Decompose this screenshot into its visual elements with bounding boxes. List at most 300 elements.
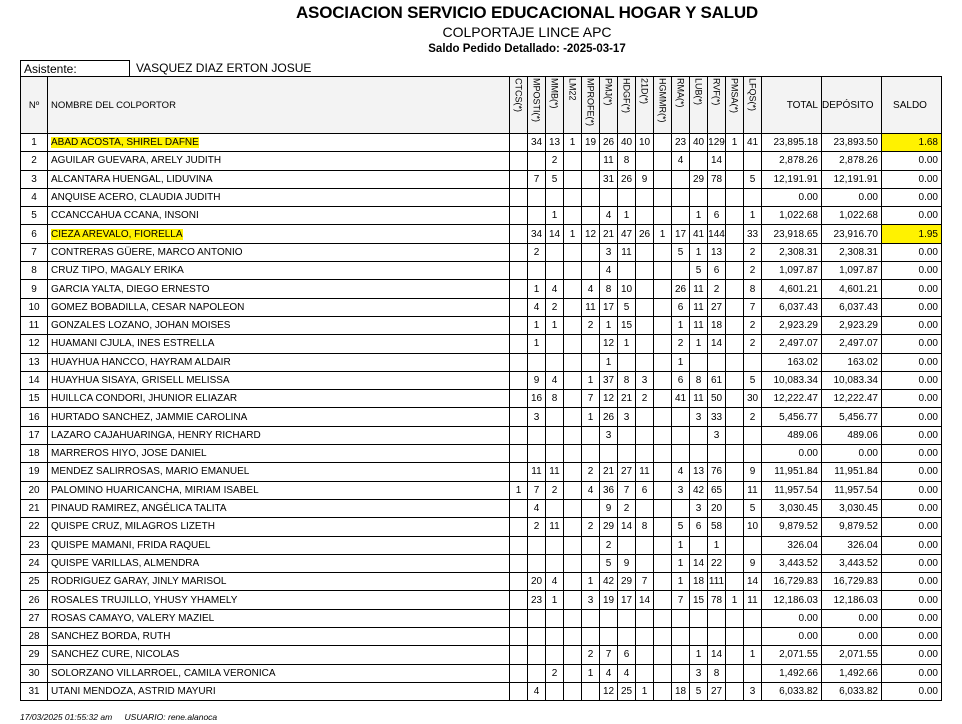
row-deposit: 2,497.07 xyxy=(822,335,882,353)
row-qty xyxy=(726,225,744,243)
table-row xyxy=(21,152,942,170)
row-qty: 5 xyxy=(618,298,636,316)
row-saldo: 0.00 xyxy=(882,335,942,353)
row-qty: 2 xyxy=(672,335,690,353)
table-row xyxy=(21,664,942,682)
row-total: 23,918.65 xyxy=(762,225,822,243)
row-qty xyxy=(546,408,564,426)
row-qty xyxy=(528,188,546,206)
row-qty: 1 xyxy=(564,134,582,152)
row-qty: 1 xyxy=(672,554,690,572)
row-number: 30 xyxy=(21,664,48,682)
row-qty xyxy=(546,536,564,554)
footer xyxy=(20,712,227,722)
row-number: 16 xyxy=(21,408,48,426)
header-product-label: MPOSTI(*) xyxy=(531,77,542,122)
row-qty: 10 xyxy=(618,280,636,298)
row-qty: 2 xyxy=(618,499,636,517)
row-qty: 1 xyxy=(582,664,600,682)
row-qty xyxy=(618,353,636,371)
row-qty: 78 xyxy=(708,170,726,188)
header-product xyxy=(546,77,564,134)
row-qty xyxy=(618,188,636,206)
table-row xyxy=(21,426,942,444)
row-qty: 1 xyxy=(528,316,546,334)
row-name: RODRIGUEZ GARAY, JINLY MARISOL xyxy=(48,573,510,591)
row-total: 326.04 xyxy=(762,536,822,554)
header-total: TOTAL xyxy=(762,77,822,134)
row-qty: 7 xyxy=(528,170,546,188)
row-qty: 3 xyxy=(690,664,708,682)
row-qty: 19 xyxy=(600,591,618,609)
row-qty xyxy=(528,554,546,572)
row-qty xyxy=(546,682,564,700)
row-qty: 31 xyxy=(600,170,618,188)
row-qty: 6 xyxy=(672,371,690,389)
row-name: MARREROS HIYO, JOSE DANIEL xyxy=(48,445,510,463)
row-name: CONTRERAS GÜERE, MARCO ANTONIO xyxy=(48,243,510,261)
row-qty xyxy=(546,445,564,463)
row-saldo: 0.00 xyxy=(882,316,942,334)
row-qty xyxy=(636,408,654,426)
row-qty: 6 xyxy=(636,481,654,499)
row-qty: 18 xyxy=(690,573,708,591)
row-qty xyxy=(654,188,672,206)
row-qty xyxy=(564,335,582,353)
row-qty xyxy=(654,207,672,225)
row-qty xyxy=(636,499,654,517)
row-number: 26 xyxy=(21,591,48,609)
row-total: 6,033.82 xyxy=(762,682,822,700)
row-name: ROSALES TRUJILLO, YHUSY YHAMELY xyxy=(48,591,510,609)
row-qty: 3 xyxy=(708,426,726,444)
row-qty: 1 xyxy=(546,591,564,609)
row-qty xyxy=(654,353,672,371)
row-qty: 14 xyxy=(744,573,762,591)
row-qty: 27 xyxy=(708,298,726,316)
row-qty xyxy=(744,426,762,444)
table-row xyxy=(21,188,942,206)
row-qty: 4 xyxy=(546,371,564,389)
row-saldo: 0.00 xyxy=(882,188,942,206)
row-deposit: 326.04 xyxy=(822,536,882,554)
row-qty: 3 xyxy=(600,426,618,444)
row-qty xyxy=(744,628,762,646)
row-total: 5,456.77 xyxy=(762,408,822,426)
row-qty xyxy=(636,152,654,170)
row-name: PALOMINO HUARICANCHA, MIRIAM ISABEL xyxy=(48,481,510,499)
row-qty: 8 xyxy=(690,371,708,389)
row-qty: 50 xyxy=(708,390,726,408)
row-qty: 23 xyxy=(528,591,546,609)
table-header-row xyxy=(21,77,942,134)
row-qty xyxy=(582,682,600,700)
row-qty xyxy=(582,499,600,517)
row-qty xyxy=(672,609,690,627)
row-number: 23 xyxy=(21,536,48,554)
row-qty xyxy=(726,262,744,280)
report-name: Saldo Pedido Detallado: -2025-03-17 xyxy=(428,43,626,55)
row-qty: 8 xyxy=(618,152,636,170)
row-qty: 3 xyxy=(672,481,690,499)
row-number: 5 xyxy=(21,207,48,225)
table-row xyxy=(21,390,942,408)
row-qty: 13 xyxy=(708,243,726,261)
row-qty: 34 xyxy=(528,225,546,243)
row-number: 28 xyxy=(21,628,48,646)
row-qty: 14 xyxy=(546,225,564,243)
row-qty xyxy=(726,518,744,536)
row-qty xyxy=(582,170,600,188)
row-qty xyxy=(654,682,672,700)
row-name: ALCANTARA HUENGAL, LIDUVINA xyxy=(48,170,510,188)
row-total: 9,879.52 xyxy=(762,518,822,536)
row-qty xyxy=(564,554,582,572)
row-qty: 11 xyxy=(690,298,708,316)
row-name: QUISPE VARILLAS, ALMENDRA xyxy=(48,554,510,572)
table-row xyxy=(21,463,942,481)
row-number: 20 xyxy=(21,481,48,499)
row-qty: 5 xyxy=(546,170,564,188)
row-qty xyxy=(510,408,528,426)
row-qty: 8 xyxy=(600,280,618,298)
row-qty xyxy=(726,426,744,444)
row-qty xyxy=(600,188,618,206)
row-qty xyxy=(654,518,672,536)
row-qty xyxy=(654,298,672,316)
table-row xyxy=(21,170,942,188)
row-qty xyxy=(636,316,654,334)
header-product-label: LFQS(*) xyxy=(747,77,758,111)
assistant-name: VASQUEZ DIAZ ERTON JOSUE xyxy=(136,61,312,75)
row-saldo: 0.00 xyxy=(882,536,942,554)
row-qty xyxy=(672,628,690,646)
row-qty xyxy=(726,371,744,389)
row-name: GONZALES LOZANO, JOHAN MOISES xyxy=(48,316,510,334)
row-qty xyxy=(708,353,726,371)
row-qty: 11 xyxy=(600,152,618,170)
header-name: NOMBRE DEL COLPORTOR xyxy=(48,77,510,134)
row-qty xyxy=(528,664,546,682)
row-qty xyxy=(510,591,528,609)
header-product xyxy=(564,77,582,134)
row-qty xyxy=(636,207,654,225)
row-qty xyxy=(690,628,708,646)
row-saldo: 0.00 xyxy=(882,353,942,371)
table-body xyxy=(21,134,942,701)
row-qty: 26 xyxy=(636,225,654,243)
row-qty: 2 xyxy=(708,280,726,298)
row-qty: 18 xyxy=(672,682,690,700)
row-qty: 7 xyxy=(672,591,690,609)
row-qty xyxy=(564,408,582,426)
row-qty: 14 xyxy=(618,518,636,536)
row-qty: 12 xyxy=(600,335,618,353)
row-qty: 1 xyxy=(600,353,618,371)
row-qty xyxy=(636,445,654,463)
row-qty: 12 xyxy=(600,390,618,408)
row-qty xyxy=(726,536,744,554)
header-product-label: 21D(*) xyxy=(639,77,650,104)
row-qty: 47 xyxy=(618,225,636,243)
table-row xyxy=(21,646,942,664)
row-deposit: 2,071.55 xyxy=(822,646,882,664)
row-qty: 14 xyxy=(708,646,726,664)
row-qty xyxy=(708,188,726,206)
row-deposit: 0.00 xyxy=(822,188,882,206)
header-product-label: PMSA(*) xyxy=(729,77,740,113)
row-qty xyxy=(672,188,690,206)
row-deposit: 12,191.91 xyxy=(822,170,882,188)
row-qty: 2 xyxy=(528,243,546,261)
row-name: UTANI MENDOZA, ASTRID MAYURI xyxy=(48,682,510,700)
row-qty xyxy=(654,335,672,353)
row-number: 22 xyxy=(21,518,48,536)
row-name: SANCHEZ CURE, NICOLAS xyxy=(48,646,510,664)
row-deposit: 9,879.52 xyxy=(822,518,882,536)
row-total: 12,186.03 xyxy=(762,591,822,609)
row-qty xyxy=(690,152,708,170)
row-qty: 4 xyxy=(582,280,600,298)
row-qty xyxy=(510,353,528,371)
row-qty: 3 xyxy=(600,243,618,261)
row-name: HUAYHUA SISAYA, GRISELL MELISSA xyxy=(48,371,510,389)
row-qty: 15 xyxy=(690,591,708,609)
row-qty: 25 xyxy=(618,682,636,700)
row-deposit: 12,222.47 xyxy=(822,390,882,408)
row-total: 12,191.91 xyxy=(762,170,822,188)
row-qty xyxy=(654,573,672,591)
row-qty: 2 xyxy=(744,262,762,280)
header-product xyxy=(510,77,528,134)
row-qty xyxy=(564,280,582,298)
row-number: 18 xyxy=(21,445,48,463)
header-product-label: PMJ(*) xyxy=(603,77,614,105)
row-number: 15 xyxy=(21,390,48,408)
row-qty: 1 xyxy=(726,134,744,152)
row-qty: 16 xyxy=(528,390,546,408)
row-qty: 1 xyxy=(726,591,744,609)
row-deposit: 11,951.84 xyxy=(822,463,882,481)
row-qty xyxy=(582,536,600,554)
row-name: HUAYHUA HANCCO, HAYRAM ALDAIR xyxy=(48,353,510,371)
row-qty xyxy=(726,609,744,627)
highlighted-name: CIEZA AREVALO, FIORELLA xyxy=(51,228,183,240)
row-qty: 5 xyxy=(744,170,762,188)
row-qty xyxy=(726,664,744,682)
header-product xyxy=(582,77,600,134)
row-name: HURTADO SANCHEZ, JAMMIE CAROLINA xyxy=(48,408,510,426)
row-name: PINAUD RAMIREZ, ANGÉLICA TALITA xyxy=(48,499,510,517)
row-total: 6,037.43 xyxy=(762,298,822,316)
row-qty: 20 xyxy=(708,499,726,517)
row-qty: 14 xyxy=(708,152,726,170)
row-qty: 9 xyxy=(744,463,762,481)
row-deposit: 23,893.50 xyxy=(822,134,882,152)
row-saldo: 0.00 xyxy=(882,170,942,188)
row-qty: 3 xyxy=(690,499,708,517)
row-number: 3 xyxy=(21,170,48,188)
row-saldo: 0.00 xyxy=(882,518,942,536)
row-qty: 11 xyxy=(546,518,564,536)
row-qty: 34 xyxy=(528,134,546,152)
row-qty: 1 xyxy=(690,243,708,261)
row-total: 2,308.31 xyxy=(762,243,822,261)
row-name: CRUZ TIPO, MAGALY ERIKA xyxy=(48,262,510,280)
row-qty: 1 xyxy=(546,316,564,334)
row-qty xyxy=(600,609,618,627)
header-product-label: LM22 xyxy=(567,77,578,101)
row-qty xyxy=(564,445,582,463)
row-saldo: 0.00 xyxy=(882,390,942,408)
row-qty xyxy=(564,298,582,316)
table-row xyxy=(21,371,942,389)
row-qty: 4 xyxy=(618,664,636,682)
row-qty xyxy=(726,188,744,206)
row-qty xyxy=(582,262,600,280)
row-qty: 1 xyxy=(672,353,690,371)
row-qty xyxy=(564,152,582,170)
row-qty: 2 xyxy=(582,316,600,334)
row-qty xyxy=(690,609,708,627)
row-qty xyxy=(564,573,582,591)
row-qty xyxy=(510,573,528,591)
row-qty: 1 xyxy=(690,335,708,353)
row-qty xyxy=(726,280,744,298)
row-qty: 6 xyxy=(672,298,690,316)
row-qty: 21 xyxy=(600,225,618,243)
row-qty: 12 xyxy=(582,225,600,243)
row-qty: 10 xyxy=(744,518,762,536)
row-total: 2,923.29 xyxy=(762,316,822,334)
row-qty: 5 xyxy=(690,682,708,700)
header-product-label: HDGF(*) xyxy=(621,77,632,113)
row-qty xyxy=(528,353,546,371)
row-qty xyxy=(636,262,654,280)
table-row xyxy=(21,591,942,609)
row-qty xyxy=(672,170,690,188)
row-number: 17 xyxy=(21,426,48,444)
header-product xyxy=(636,77,654,134)
table-row xyxy=(21,335,942,353)
row-qty: 1 xyxy=(600,316,618,334)
row-qty: 1 xyxy=(618,207,636,225)
row-qty: 2 xyxy=(546,481,564,499)
row-qty: 2 xyxy=(546,664,564,682)
row-qty: 4 xyxy=(582,481,600,499)
table-row xyxy=(21,207,942,225)
row-qty xyxy=(528,262,546,280)
row-number: 12 xyxy=(21,335,48,353)
row-qty: 1 xyxy=(672,573,690,591)
row-qty xyxy=(726,408,744,426)
row-qty xyxy=(510,225,528,243)
row-qty: 9 xyxy=(618,554,636,572)
header-product xyxy=(600,77,618,134)
row-qty xyxy=(528,445,546,463)
row-total: 1,492.66 xyxy=(762,664,822,682)
row-qty xyxy=(582,353,600,371)
row-qty: 40 xyxy=(618,134,636,152)
row-total: 10,083.34 xyxy=(762,371,822,389)
table-row xyxy=(21,536,942,554)
row-qty xyxy=(510,280,528,298)
row-qty xyxy=(618,628,636,646)
row-qty: 26 xyxy=(672,280,690,298)
row-qty xyxy=(672,646,690,664)
row-name: AGUILAR GUEVARA, ARELY JUDITH xyxy=(48,152,510,170)
row-qty: 40 xyxy=(690,134,708,152)
row-qty xyxy=(654,609,672,627)
row-deposit: 16,729.83 xyxy=(822,573,882,591)
header-product-label: LUB(*) xyxy=(693,77,704,105)
row-deposit: 0.00 xyxy=(822,628,882,646)
row-qty xyxy=(654,445,672,463)
row-qty xyxy=(726,170,744,188)
row-qty: 1 xyxy=(690,646,708,664)
row-deposit: 1,492.66 xyxy=(822,664,882,682)
row-qty xyxy=(708,628,726,646)
row-qty xyxy=(510,152,528,170)
row-qty: 3 xyxy=(528,408,546,426)
row-qty xyxy=(600,628,618,646)
row-qty xyxy=(744,152,762,170)
row-qty xyxy=(582,426,600,444)
row-qty: 10 xyxy=(636,134,654,152)
row-qty: 2 xyxy=(546,152,564,170)
row-qty xyxy=(510,628,528,646)
header-product xyxy=(726,77,744,134)
row-qty xyxy=(654,628,672,646)
row-qty xyxy=(726,335,744,353)
row-qty: 11 xyxy=(744,591,762,609)
row-number: 11 xyxy=(21,316,48,334)
row-qty xyxy=(546,646,564,664)
row-deposit: 6,033.82 xyxy=(822,682,882,700)
row-qty: 5 xyxy=(672,518,690,536)
row-qty: 5 xyxy=(744,499,762,517)
row-qty: 1 xyxy=(582,371,600,389)
row-qty: 3 xyxy=(690,408,708,426)
row-deposit: 12,186.03 xyxy=(822,591,882,609)
row-qty: 76 xyxy=(708,463,726,481)
row-deposit: 6,037.43 xyxy=(822,298,882,316)
header-product xyxy=(690,77,708,134)
row-qty xyxy=(636,554,654,572)
table-row xyxy=(21,243,942,261)
row-qty xyxy=(564,170,582,188)
row-qty: 1 xyxy=(708,536,726,554)
row-qty: 17 xyxy=(600,298,618,316)
row-qty xyxy=(600,445,618,463)
row-saldo: 0.00 xyxy=(882,609,942,627)
row-qty xyxy=(636,298,654,316)
row-qty xyxy=(582,207,600,225)
header-product xyxy=(654,77,672,134)
row-qty: 14 xyxy=(636,591,654,609)
row-qty xyxy=(582,554,600,572)
header-saldo: SALDO xyxy=(882,77,942,134)
row-qty: 5 xyxy=(690,262,708,280)
row-qty: 11 xyxy=(528,463,546,481)
row-qty: 13 xyxy=(690,463,708,481)
row-qty xyxy=(528,646,546,664)
row-qty: 11 xyxy=(744,481,762,499)
row-qty: 1 xyxy=(546,207,564,225)
row-qty: 41 xyxy=(690,225,708,243)
row-qty xyxy=(726,316,744,334)
row-qty xyxy=(564,243,582,261)
